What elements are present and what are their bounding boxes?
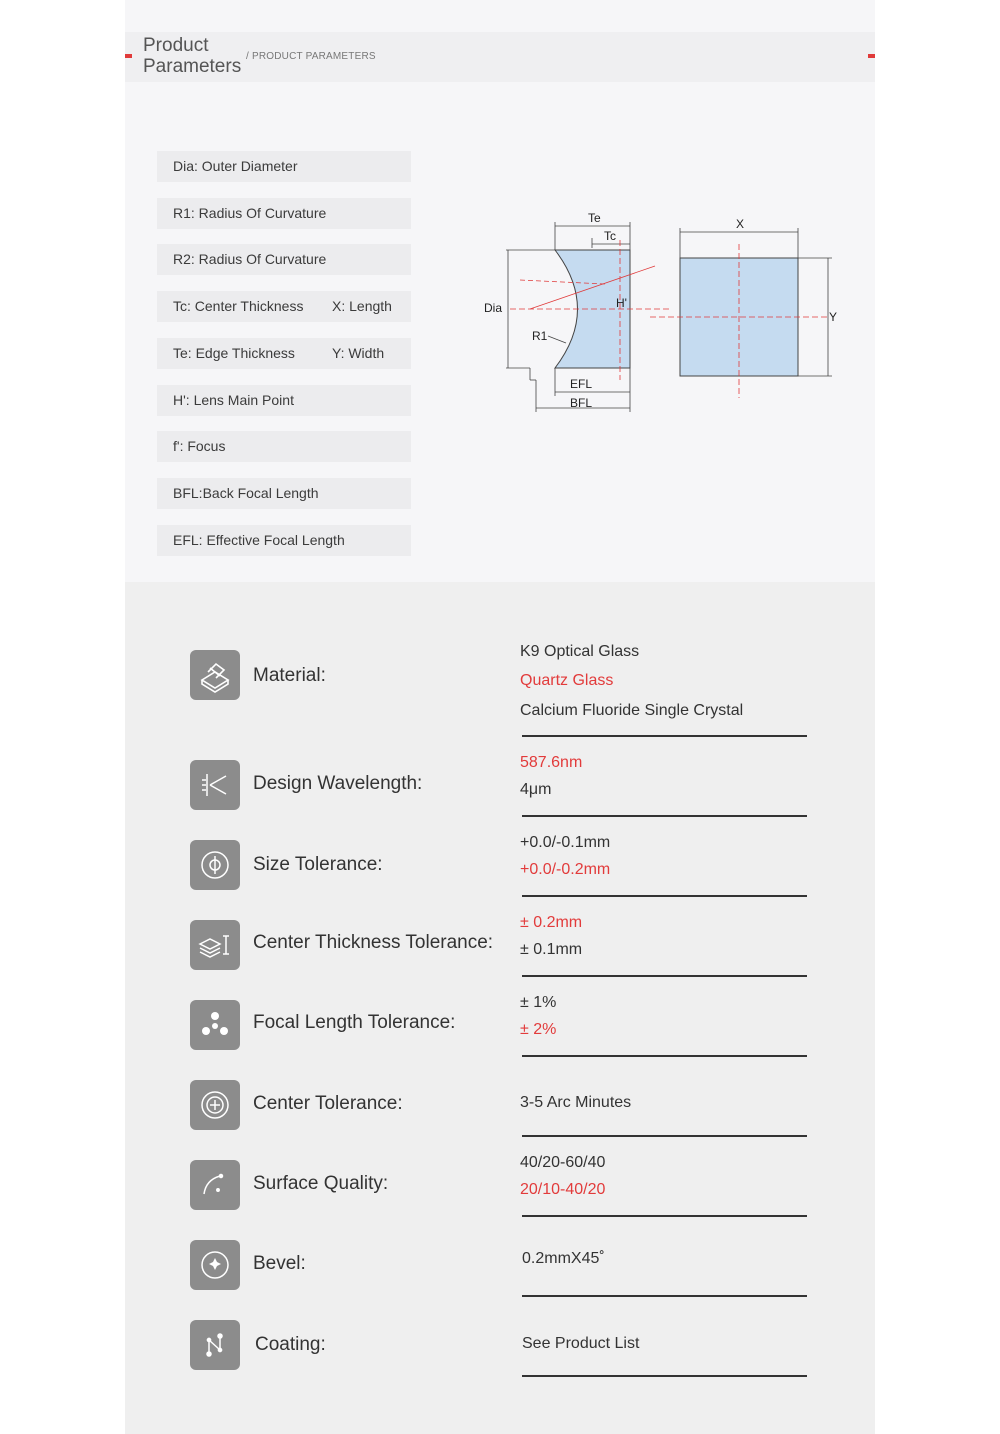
diagram-bfl-label: BFL (570, 396, 593, 410)
wavelength-value: 587.6nm (520, 754, 583, 771)
focal-icon (190, 1000, 240, 1050)
definition-text: BFL:Back Focal Length (173, 485, 319, 501)
material-value: Calcium Fluoride Single Crystal (520, 702, 744, 719)
definition-text: EFL: Effective Focal Length (173, 532, 345, 548)
focal-tolerance-value: ± 1% (520, 994, 557, 1011)
bevel-icon (190, 1240, 240, 1290)
center-tolerance-value: 3-5 Arc Minutes (520, 1094, 632, 1111)
definition-h (157, 385, 411, 416)
diagram-x-label: X (736, 217, 745, 231)
row-divider (522, 1215, 807, 1217)
page-title: Product Parameters (143, 35, 242, 77)
row-divider (522, 1375, 807, 1377)
wavelength-value: 4μm (520, 781, 552, 798)
surface-quality-value: 20/10-40/20 (520, 1181, 606, 1198)
focal-tolerance-label: Focal Length Tolerance: (253, 1012, 456, 1033)
definition-dia (157, 151, 411, 182)
definition-text: X: Length (332, 298, 392, 314)
definition-r2 (157, 244, 411, 275)
definition-text: Te: Edge Thickness (173, 345, 295, 361)
diagram-y-label: Y (829, 310, 838, 324)
row-divider (522, 1055, 807, 1057)
focal-tolerance-value: ± 2% (520, 1021, 557, 1038)
diagram-tc-label: Tc (604, 229, 616, 243)
surface-quality-value: 40/20-60/40 (520, 1154, 606, 1171)
thickness-icon (190, 920, 240, 970)
center-icon (190, 1080, 240, 1130)
diagram-efl-label: EFL (570, 377, 593, 391)
page-subtitle: / PRODUCT PARAMETERS (246, 51, 376, 62)
thickness-tolerance-label: Center Thickness Tolerance: (253, 932, 494, 953)
bevel-value: 0.2mmX45˚ (522, 1250, 605, 1267)
definition-text: f': Focus (173, 438, 226, 454)
size-tolerance-value: +0.0/-0.2mm (520, 861, 611, 878)
material-value: K9 Optical Glass (520, 643, 640, 660)
diagram-te-label: Te (588, 211, 601, 225)
coating-label: Coating: (255, 1334, 326, 1355)
row-divider (522, 815, 807, 817)
definition-text: Tc: Center Thickness (173, 298, 304, 314)
material-value: Quartz Glass (520, 672, 614, 689)
definition-text: R1: Radius Of Curvature (173, 205, 327, 221)
bevel-label: Bevel: (253, 1253, 306, 1274)
definition-efl (157, 525, 411, 556)
lens-diagram (470, 200, 850, 430)
coating-value: See Product List (522, 1335, 640, 1352)
row-divider (522, 1135, 807, 1137)
thickness-tolerance-value: ± 0.1mm (520, 941, 583, 958)
coating-icon (190, 1320, 240, 1370)
material-label: Material: (253, 665, 326, 686)
thickness-tolerance-value: ± 0.2mm (520, 914, 583, 931)
material-icon (190, 650, 240, 700)
definition-bfl (157, 478, 411, 509)
surface-quality-label: Surface Quality: (253, 1173, 389, 1194)
wavelength-label: Design Wavelength: (253, 773, 423, 794)
wavelength-icon (190, 760, 240, 810)
definition-text: H': Lens Main Point (173, 392, 294, 408)
header-accent-left (125, 54, 132, 58)
definition-tc-x (157, 291, 411, 322)
center-tolerance-label: Center Tolerance: (253, 1093, 403, 1114)
row-divider (522, 895, 807, 897)
diagram-dia-label: Dia (484, 301, 503, 315)
definition-te-y (157, 338, 411, 369)
diagram-h-label: H' (616, 296, 627, 310)
surface-icon (190, 1160, 240, 1210)
definition-f (157, 431, 411, 462)
definition-text: R2: Radius Of Curvature (173, 251, 327, 267)
size-tolerance-label: Size Tolerance: (253, 854, 383, 875)
diagram-r1-label: R1 (532, 329, 548, 343)
header-accent-right (868, 54, 875, 58)
row-divider (522, 975, 807, 977)
size-tolerance-value: +0.0/-0.1mm (520, 834, 611, 851)
definition-text: Y: Width (332, 345, 385, 361)
diameter-icon (190, 840, 240, 890)
definition-text: Dia: Outer Diameter (173, 158, 298, 174)
row-divider (522, 1295, 807, 1297)
definition-r1 (157, 198, 411, 229)
row-divider (522, 735, 807, 737)
